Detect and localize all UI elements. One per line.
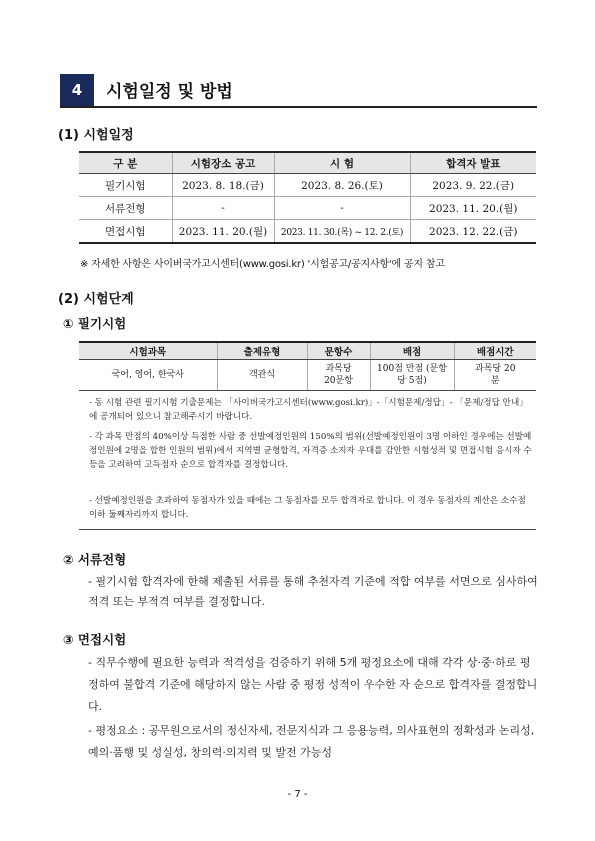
table-cell: 100점 만점 (문항당 5점) [370, 360, 454, 391]
note-item: - 각 과목 만점의 40%이상 득점한 사람 중 선발예정인원의 150%의 범위(선발예정인원이 3명 이하인 경우에는 선발예정인원에 2명을 합한 인원의 범위)에서 지역별 균형합격, 자격증 소지자 우대를 감안한 시험성적 및 면접시험 응시자 수 등을 고려하여 고득점자 순으로 합격자를 결정합니다. [89, 432, 532, 470]
column-header: 구 분 [79, 152, 172, 174]
table-cell: - [274, 197, 410, 220]
document-screening-text: - 필기시험 합격자에 한해 제출된 서류를 통해 추천자격 기준에 적합 여부를 서면으로 심사하여 적격 또는 부적격 여부를 결정합니다. [88, 575, 538, 608]
table-cell: 2023. 11. 20.(월) [172, 220, 274, 244]
table-cell: 객관식 [217, 360, 307, 391]
table-cell: 2023. 11. 30.(목) ~ 12. 2.(토) [274, 220, 410, 244]
table-cell: 2023. 11. 20.(월) [410, 197, 536, 220]
interview-heading: ③ 면접시험 [63, 632, 127, 647]
stages-heading: (2) 시험단계 [58, 292, 134, 307]
table-row [79, 174, 536, 197]
table-cell: 과목당 20문항 [307, 360, 370, 391]
column-header: 문항수 [307, 342, 370, 360]
table-cell: 2023. 9. 22.(금) [410, 174, 536, 197]
column-header: 시험과목 [79, 342, 217, 360]
note-item: - 동 시험 관련 필기시험 기출문제는 「사이버국가고시센터(www.gosi.kr)」-「시험문제/정답」- 「문제/정답 안내」에 공개되어 있으니 참고해주시기 바랍니다. [89, 398, 528, 422]
page-number: - 7 - [287, 789, 308, 800]
note-item: - 선발예정인원을 초과하여 동점자가 있을 때에는 그 동점자를 모두 합격자로 합니다. 이 경우 동점자의 계산은 소수점 이하 둘째자리까지 합니다. [89, 496, 526, 520]
section-number: 4 [60, 74, 94, 106]
section-title: 시험일정 및 방법 [106, 82, 233, 102]
written-exam-notes [79, 392, 536, 530]
table-row [79, 360, 536, 391]
table-row [79, 197, 536, 220]
table-header-row [79, 342, 536, 360]
table-header-row [79, 152, 536, 174]
column-header: 출제유형 [217, 342, 307, 360]
table-cell: 2023. 8. 18.(금) [172, 174, 274, 197]
column-header: 배점 [370, 342, 454, 360]
table-cell: 면접시험 [79, 220, 172, 244]
column-header: 배점시간 [454, 342, 536, 360]
schedule-heading: (1) 시험일정 [58, 128, 134, 143]
written-exam-heading: ① 필기시험 [63, 316, 127, 331]
column-header: 시 험 [274, 152, 410, 174]
table-cell: 필기시험 [79, 174, 172, 197]
table-cell: 서류전형 [79, 197, 172, 220]
interview-item: - 직무수행에 필요한 능력과 적격성을 검증하기 위해 5개 평정요소에 대해 각각 상·중·하로 평정하여 불합격 기준에 해당하지 않는 사람 중 평정 성적이 우수한 자 순으로 합격자를 결정합니다. [88, 656, 538, 713]
section-divider [60, 106, 537, 108]
table-cell: 과목당 20분 [454, 360, 536, 391]
table-cell: 국어, 영어, 한국사 [79, 360, 217, 391]
schedule-table [79, 151, 536, 244]
interview-item: - 평정요소 : 공무원으로서의 정신자세, 전문지식과 그 응용능력, 의사표현의 정확성과 논리성, 예의·품행 및 성실성, 창의력·의지력 및 발전 가능성 [88, 724, 535, 759]
schedule-note: ※ 자세한 사항은 사이버국가고시센터(www.gosi.kr) '시험공고/공지사항'에 공지 참고 [80, 259, 445, 270]
subject-table [79, 341, 536, 391]
table-cell: - [172, 197, 274, 220]
table-cell: 2023. 8. 26.(토) [274, 174, 410, 197]
document-screening-heading: ② 서류전형 [63, 552, 127, 567]
column-header: 시험장소 공고 [172, 152, 274, 174]
column-header: 합격자 발표 [410, 152, 536, 174]
table-cell: 2023. 12. 22.(금) [410, 220, 536, 244]
table-row [79, 220, 536, 244]
